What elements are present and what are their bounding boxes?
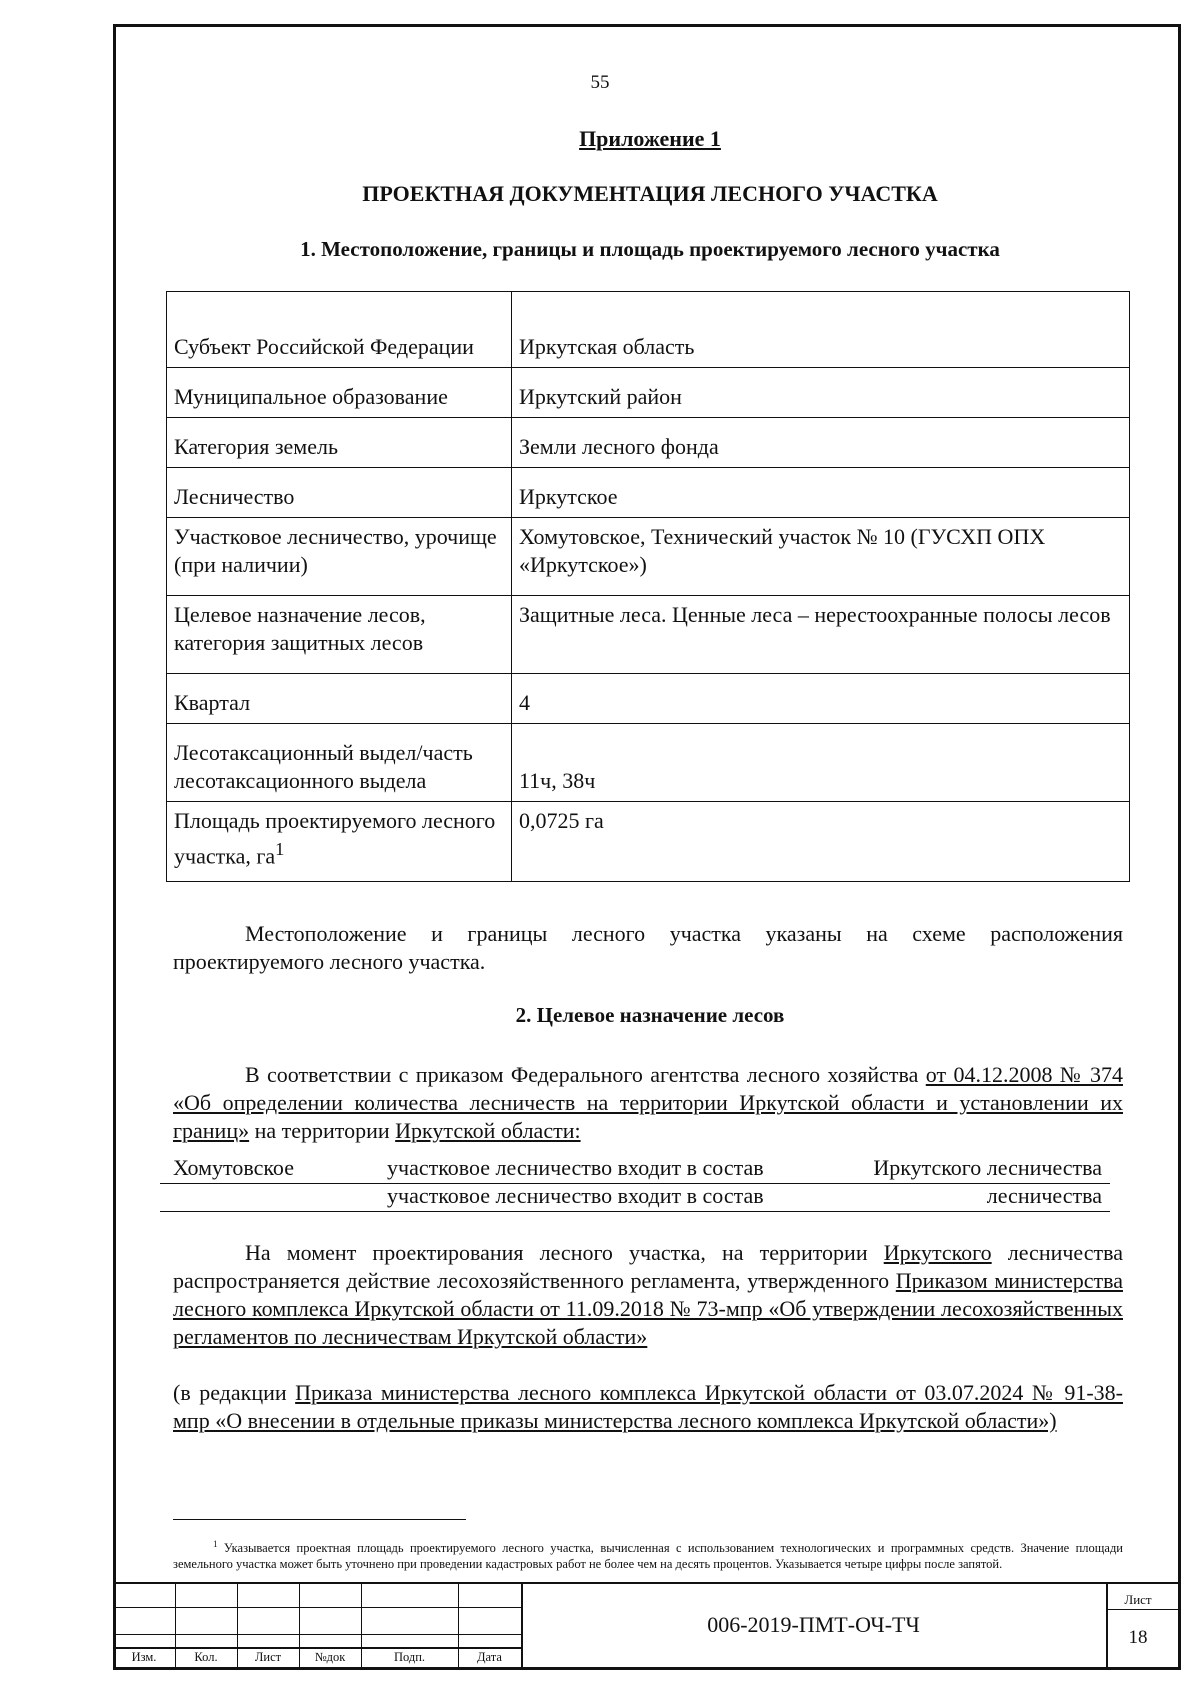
footnote-mark: 1 [213,1539,218,1549]
table-label: Категория земель [167,418,512,468]
table-value: Хомутовское, Технический участок № 10 (ГУСХП ОПХ «Иркутское») [512,518,1130,596]
footnote-rule [173,1519,466,1520]
table-label [167,802,512,882]
stamp-header-podp: Подп. [393,1650,426,1664]
table-row [167,368,1130,418]
table-label: Целевое назначение лесов, категория защитных лесов [167,596,512,674]
table-value: Иркутское [512,468,1130,518]
para-revision [173,1379,1123,1435]
table-row [167,596,1130,674]
table-row [167,802,1130,882]
region-link: Иркутской области: [395,1118,581,1143]
forestry-line-2 [160,1183,1110,1212]
line2-col3: лесничества [986,1183,1102,1208]
para3-lead: (в редакции [173,1380,296,1405]
table-label: Лесотаксационный выдел/часть лесотаксационного выдела [167,724,512,802]
forestry-line-1 [160,1155,1110,1184]
table-value: Защитные леса. Ценные леса – нерестоохранные полосы лесов [512,596,1130,674]
location-note-text: Местоположение и границы лесного участка указаны на схеме расположения проектируемого лесного участка. [173,921,1123,974]
area-label-text: Площадь проектируемого лесного участка, га [174,808,496,869]
table-value: Иркутский район [512,368,1130,418]
forestry-link: Иркутского [883,1240,992,1265]
sheet-label: Лист [1124,1592,1152,1607]
table-row [167,292,1130,368]
appendix-heading: Приложение 1 [579,126,721,151]
footnote [173,1536,1123,1572]
table-label: Лесничество [167,468,512,518]
document-title: ПРОЕКТНАЯ ДОКУМЕНТАЦИЯ ЛЕСНОГО УЧАСТКА [362,181,938,206]
section1-heading: 1. Местоположение, границы и площадь проектируемого лесного участка [300,237,1000,261]
table-label: Участковое лесничество, урочище (при наличии) [167,518,512,596]
stamp-header-data: Дата [477,1650,502,1664]
table-label: Муниципальное образование [167,368,512,418]
order-2024-link: Приказа министерства лесного комплекса Иркутской области от 03.07.2024 № 91-38-мпр «О внесении в отдельные приказы министерства лесного комплекса Иркутской области») [173,1380,1123,1433]
para-order-2008 [173,1061,1123,1145]
table-label: Субъект Российской Федерации [167,292,512,368]
order-2008-link: от 04.12.2008 № 374 «Об определении количества лесничеств на территории Иркутской области и установлении их границ» [173,1062,1123,1143]
sheet-number: 18 [1128,1627,1148,1648]
stamp-header-kol: Кол. [194,1650,218,1664]
table-value: Земли лесного фонда [512,418,1130,468]
page-number: 55 [590,72,610,93]
table-row [167,674,1130,724]
table-row [167,468,1130,518]
table-label: Квартал [167,674,512,724]
footnote-text: Указывается проектная площадь проектируемого лесного участка, вычисленная с использованием технологических и программных средств. Значение площади земельного участка может быть уточнено при проведении кадастровых работ не более чем на десять процентов. Указывается четыре цифры после запятой. [173,1541,1124,1572]
stamp-header-ndok: №док [314,1650,346,1664]
line1-col3: Иркутского лесничества [873,1155,1102,1180]
line1-col2: участковое лесничество входит в состав [387,1155,764,1180]
order-2018-link: Приказом министерства лесного комплекса Иркутской области от 11.09.2018 № 73-мпр «Об утверждении лесохозяйственных регламентов по лесничествам Иркутской области» [173,1268,1123,1349]
footnote-ref: 1 [275,839,285,859]
stamp-header-list: Лист [254,1650,282,1664]
table-row [167,518,1130,596]
location-note [173,920,1123,976]
line2-col2: участковое лесничество входит в состав [387,1183,764,1208]
para2-lead: На момент проектирования лесного участка, на территории [245,1240,884,1265]
para1-lead: В соответствии с приказом Федерального агентства лесного хозяйства [245,1062,926,1087]
table-value: Иркутская область [512,292,1130,368]
table-value: 0,0725 га [512,802,1130,882]
table-value: 11ч, 38ч [512,724,1130,802]
table-row [167,418,1130,468]
table-value: 4 [512,674,1130,724]
section2-heading: 2. Целевое назначение лесов [515,1003,785,1027]
forest-plot-table [166,291,1130,882]
stamp-header-izm: Изм. [131,1650,157,1664]
para-regulation [173,1239,1123,1351]
line1-col1: Хомутовское [173,1155,294,1180]
document-code: 006-2019-ПМТ-ОЧ-ТЧ [707,1612,920,1637]
para1-mid: на территории [249,1118,396,1143]
para2-mid: лесничества распространяется действие лесохозяйственного регламента, утвержденного [173,1240,1123,1293]
table-row [167,724,1130,802]
